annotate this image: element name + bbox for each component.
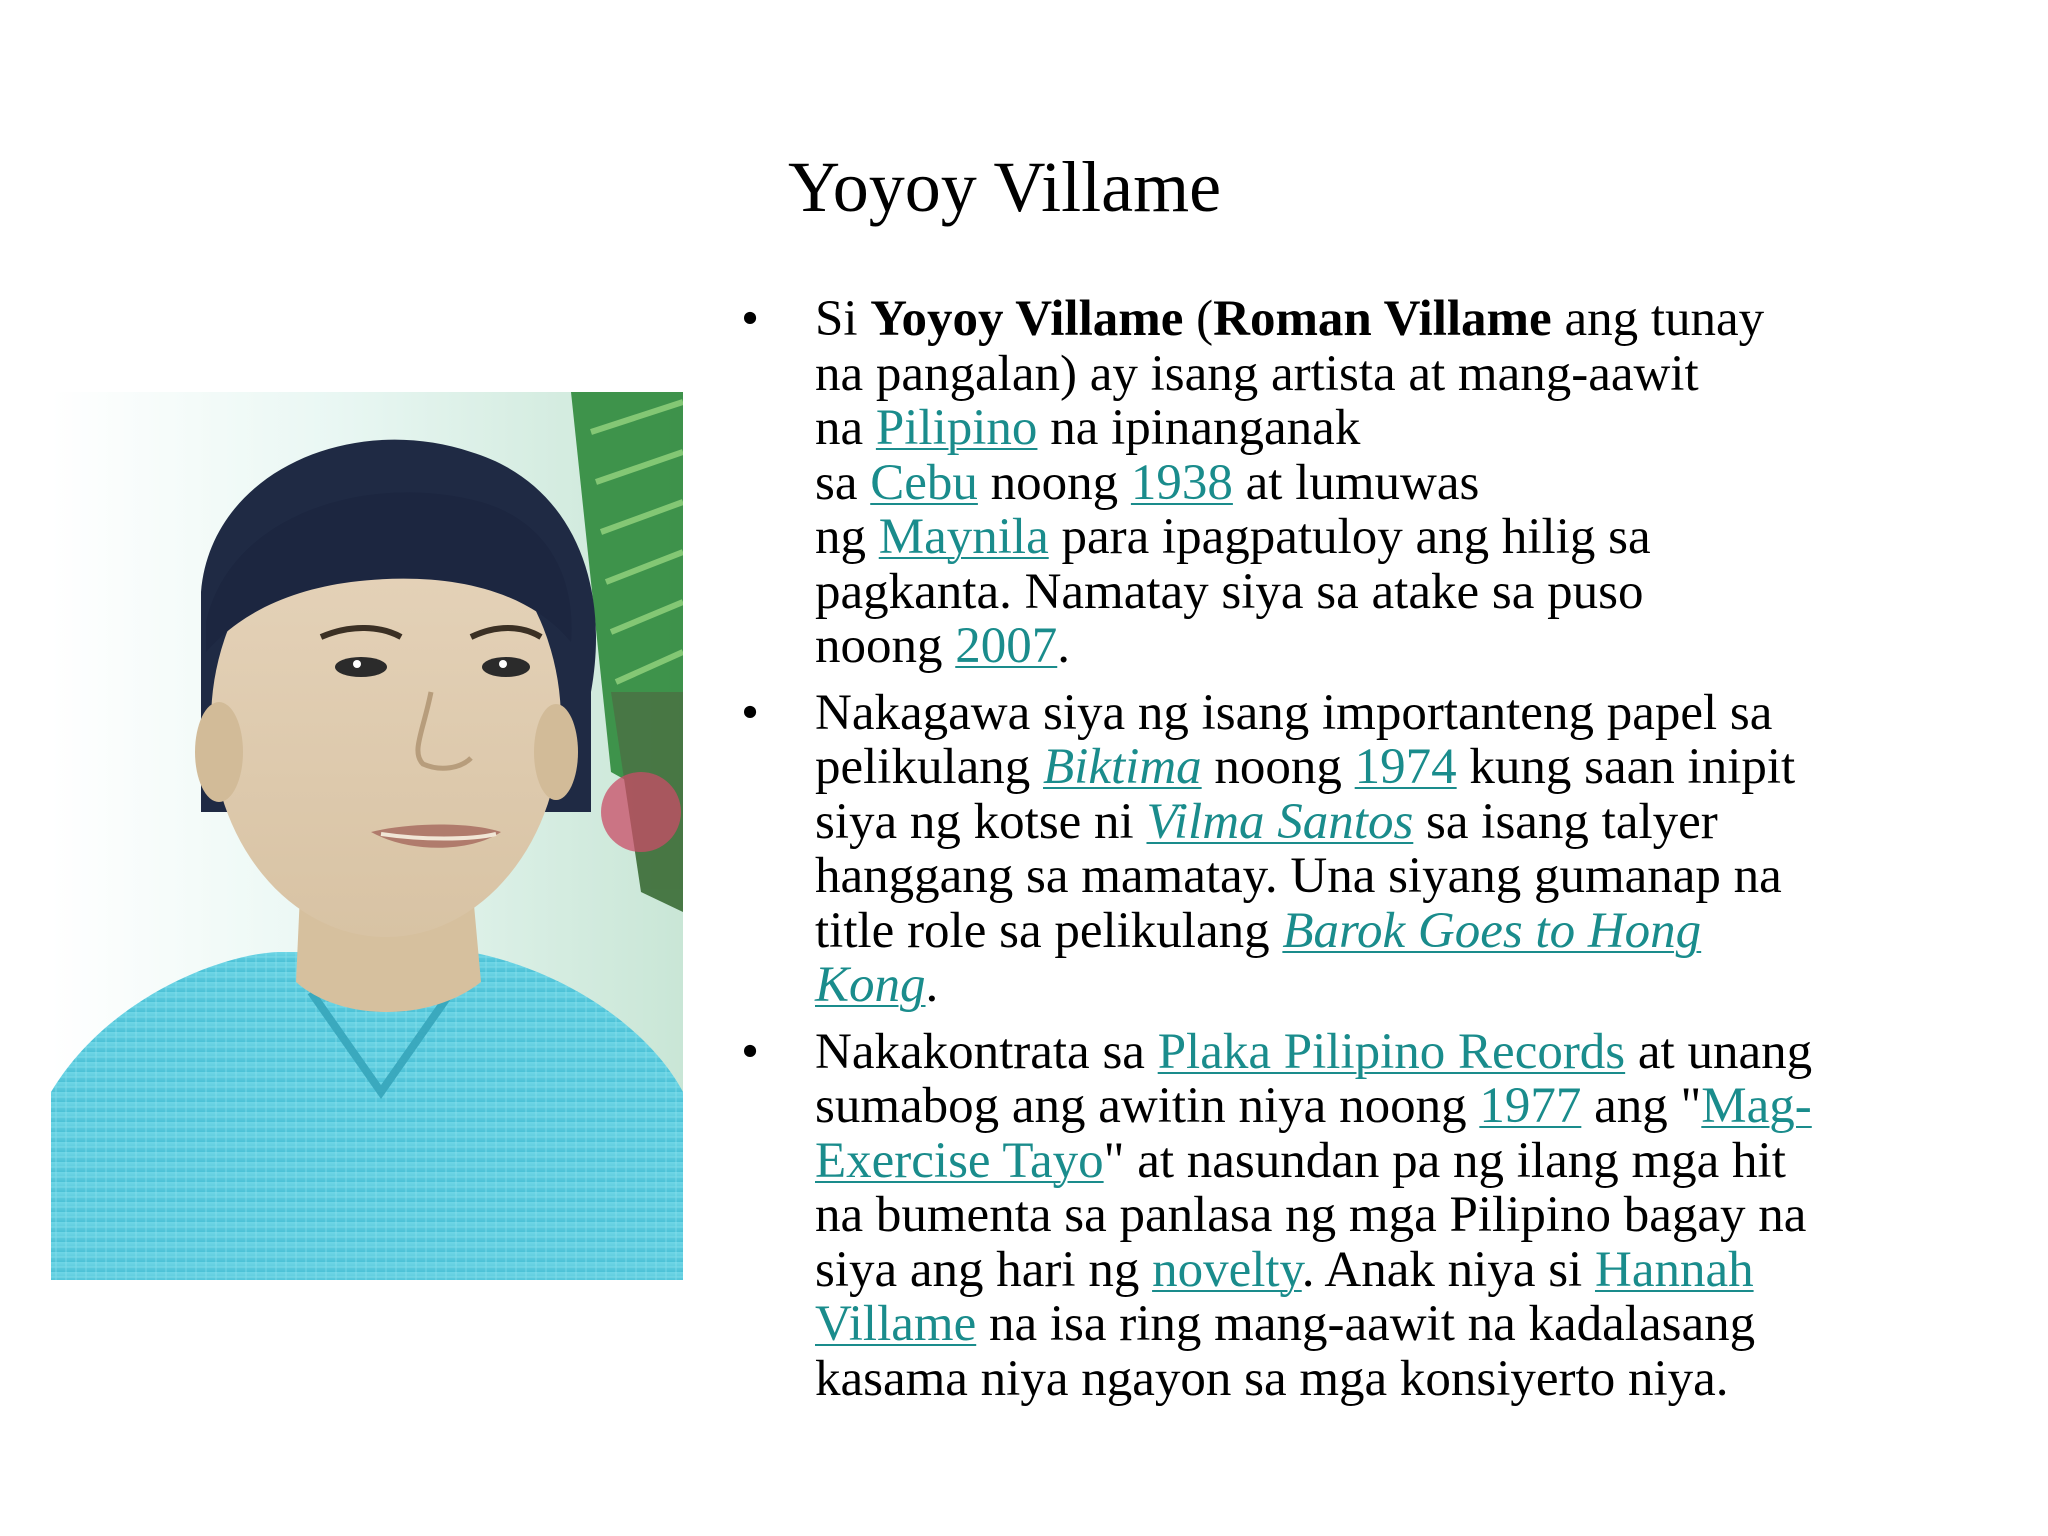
link-plaka-pilipino-records[interactable]: Plaka Pilipino Records: [1157, 1023, 1626, 1080]
text-line: [815, 1079, 1935, 1134]
link-1977[interactable]: 1977: [1479, 1078, 1582, 1134]
text-run: na isa ring mang-aawit na kadalasang: [976, 1296, 1756, 1352]
link-barok-goes-to-hong-kong-cont[interactable]: Kong: [815, 957, 926, 1013]
text-run: sumabog ang awitin niya noong: [815, 1078, 1480, 1134]
slide-title: Yoyoy Villame: [788, 147, 1222, 227]
text-line: kasama niya ngayon sa mga konsiyerto niya.: [815, 1350, 1729, 1407]
link-novelty[interactable]: novelty: [1152, 1241, 1302, 1298]
text-run: ang ": [1581, 1078, 1702, 1134]
portrait-photo: [51, 392, 683, 1280]
link-barok-goes-to-hong-kong[interactable]: Barok Goes to Hong: [1282, 902, 1702, 959]
bold-name: Yoyoy Villame: [870, 291, 1184, 347]
text-line: Nakagawa siya ng isang importanteng papel sa: [815, 684, 1773, 741]
portrait-image: [51, 392, 683, 1280]
link-1938[interactable]: 1938: [1130, 454, 1233, 511]
link-cebu[interactable]: Cebu: [870, 454, 978, 511]
text-run: kung saan inipit: [1456, 739, 1796, 795]
text-line: [815, 795, 1935, 850]
text-run: siya ang hari ng: [815, 1241, 1153, 1298]
text-line: pagkanta. Namatay siya sa atake sa puso: [815, 563, 1644, 620]
bullet-item-2: [735, 686, 1935, 1013]
text-run: sa: [815, 454, 871, 511]
text-line: [815, 958, 1935, 1013]
text-run: ang tunay: [1551, 291, 1765, 347]
text-run: noong: [1201, 739, 1355, 795]
text-run: para ipagpatuloy ang hilig sa: [1048, 509, 1651, 565]
text-run: noong: [977, 454, 1131, 511]
bullet-marker: •: [741, 291, 759, 347]
text-run: . Anak niya si: [1301, 1241, 1595, 1298]
text-line: [815, 1134, 1935, 1189]
link-2007[interactable]: 2007: [955, 618, 1058, 674]
link-mag-exercise-tayo-cont[interactable]: Exercise Tayo: [815, 1132, 1104, 1189]
text-line: hanggang sa mamatay. Una siyang gumanap na: [815, 848, 1782, 904]
bullet-marker: •: [741, 684, 759, 741]
link-mag-exercise-tayo[interactable]: Mag-: [1701, 1078, 1812, 1134]
text-run: noong: [815, 618, 956, 674]
text-line: na bumenta sa panlasa ng mga Pilipino bagay na: [815, 1187, 1807, 1243]
text-run: (: [1183, 291, 1214, 347]
text-line: na pangalan) ay isang artista at mang-aawit: [815, 345, 1699, 402]
text-run: title role sa pelikulang: [815, 902, 1283, 959]
text-run: ng: [815, 509, 879, 565]
text-run: .: [925, 957, 939, 1013]
text-run: .: [1057, 618, 1070, 674]
text-run: at lumuwas: [1232, 454, 1480, 511]
text-line: [815, 1243, 1935, 1298]
text-line: [815, 1025, 1935, 1080]
text-line: [815, 740, 1935, 795]
link-1974[interactable]: 1974: [1354, 739, 1457, 795]
text-line: [815, 401, 1935, 456]
link-hannah-villame-cont[interactable]: Villame: [815, 1296, 977, 1352]
text-line: [815, 456, 1935, 511]
link-maynila[interactable]: Maynila: [878, 509, 1049, 565]
text-line: [815, 510, 1935, 565]
link-pilipino[interactable]: Pilipino: [875, 400, 1038, 456]
text-line: [815, 904, 1935, 959]
link-biktima[interactable]: Biktima: [1043, 739, 1202, 795]
text-line: [815, 619, 1935, 674]
bold-real-name: Roman Villame: [1213, 291, 1552, 347]
text-line: [815, 292, 1935, 347]
text-run: Si: [815, 291, 871, 347]
link-vilma-santos[interactable]: Vilma Santos: [1146, 793, 1414, 850]
text-run: siya ng kotse ni: [815, 793, 1147, 850]
text-run: sa isang talyer: [1413, 793, 1718, 850]
bullet-list: [735, 292, 1935, 1418]
text-run: at unang: [1625, 1023, 1813, 1080]
link-hannah-villame[interactable]: Hannah: [1594, 1241, 1754, 1298]
text-run: Nakakontrata sa: [815, 1023, 1158, 1080]
text-run: na ipinanganak: [1037, 400, 1361, 456]
bullet-item-1: [735, 292, 1935, 674]
text-run: " at nasundan pa ng ilang mga hit: [1103, 1132, 1786, 1189]
bullet-item-3: [735, 1025, 1935, 1407]
bullet-marker: •: [741, 1023, 759, 1080]
text-line: [815, 1297, 1935, 1352]
text-run: pelikulang: [815, 739, 1044, 795]
text-run: na: [815, 400, 876, 456]
